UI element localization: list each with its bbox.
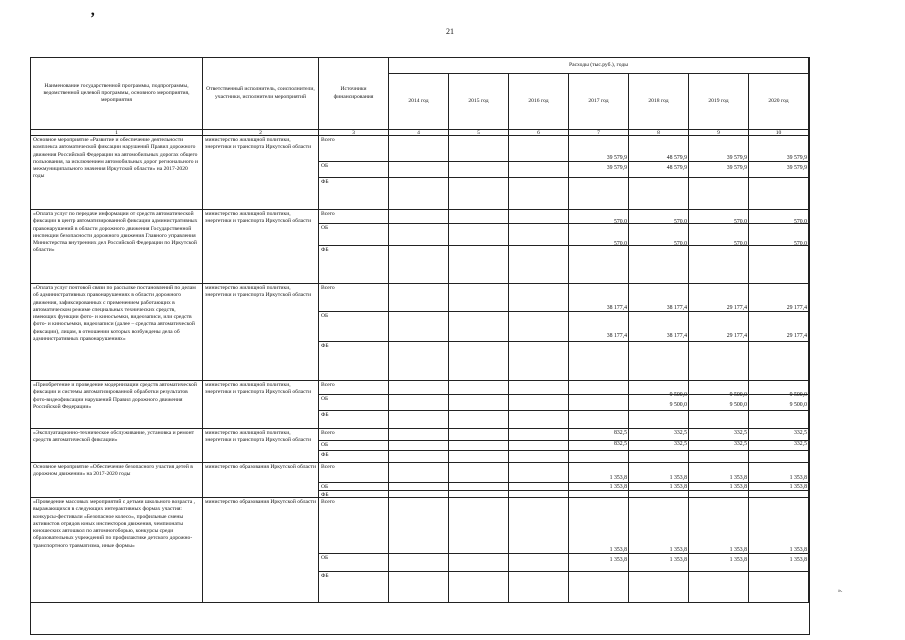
total-amount: 332,5 — [673, 430, 687, 436]
year-value-cell — [389, 491, 449, 498]
activity-name: «Эксплуатационно-техническое обслуживание, установка и ремонт средств автоматической фиксации» — [31, 429, 203, 463]
activity-name: «Проведение массовых мероприятий с детьми школьного возраста , выражающихся в следующих интерактивных формах участия: конкурсы-фестивали «Безопасное колесо», профильные смены активистов отрядов юных инспекторов движения, чемпионаты юношеских автошкол по автомногоборью, конкурсы среди образовательных учреждений по профилактике детского дорожно-транспортного травматизма, иные формы» — [31, 498, 203, 603]
year-value-cell — [389, 572, 449, 603]
year-value-cell — [749, 178, 809, 210]
year-value-cell — [449, 381, 509, 395]
year-value-cell — [569, 491, 629, 498]
total-amount: 38 177,4 — [666, 305, 687, 311]
regional-budget-amount: 39 579,9 — [606, 165, 627, 171]
column-number: 1 — [31, 130, 203, 136]
regional-budget-amount: 570,0 — [793, 241, 807, 247]
total-amount: 29 177,4 — [726, 305, 747, 311]
regional-budget-amount: 48 579,9 — [666, 165, 687, 171]
regional-budget-amount: 1 353,8 — [729, 484, 747, 490]
regional-budget-amount: 332,5 — [673, 441, 687, 447]
regional-budget-amount: 9 500,0 — [669, 402, 687, 408]
header-program-name: Наименование государственной программы, подпрограммы, ведомственной целевой программы, основного мероприятия, мероприятия — [31, 58, 203, 130]
year-value-cell — [389, 246, 449, 284]
year-value-cell — [449, 483, 509, 491]
total-amount: 570,0 — [733, 219, 747, 225]
year-value-cell — [449, 429, 509, 441]
regional-budget-amount: 38 177,4 — [666, 333, 687, 339]
year-value-cell — [449, 246, 509, 284]
year-value-cell — [629, 411, 689, 429]
year-value-cell — [509, 463, 569, 483]
total-amount: 1 353,8 — [729, 547, 747, 553]
year-value-cell — [449, 224, 509, 246]
year-value-cell — [749, 246, 809, 284]
funding-source: ОБ — [319, 162, 389, 178]
year-value-cell — [629, 491, 689, 498]
year-value-cell — [749, 411, 809, 429]
total-amount: 570,0 — [793, 219, 807, 225]
column-number: 7 — [569, 130, 629, 136]
year-value-cell — [749, 491, 809, 498]
column-number: 6 — [509, 130, 569, 136]
executor: министерство образования Иркутской области — [203, 463, 319, 498]
year-value-cell — [629, 342, 689, 381]
year-value-cell — [449, 411, 509, 429]
year-value-cell — [509, 429, 569, 441]
total-amount: 1 353,8 — [609, 547, 627, 553]
year-value-cell — [569, 395, 629, 411]
year-value-cell — [629, 572, 689, 603]
activity-name: Основное мероприятие «Обеспечение безопасного участия детей в дорожном движении» на 2017-2020 годы — [31, 463, 203, 498]
funding-source: ФБ — [319, 451, 389, 463]
funding-source: ФБ — [319, 246, 389, 284]
year-value-cell — [509, 312, 569, 342]
year-value-cell — [389, 136, 449, 162]
year-value-cell — [389, 178, 449, 210]
year-value-cell — [389, 483, 449, 491]
year-value-cell — [509, 162, 569, 178]
funding-source: ОБ — [319, 441, 389, 451]
column-number: 5 — [449, 130, 509, 136]
year-value-cell — [689, 342, 749, 381]
year-value-cell — [449, 210, 509, 224]
regional-budget-amount: 1 353,8 — [609, 484, 627, 490]
year-value-cell — [449, 463, 509, 483]
year-value-cell — [389, 411, 449, 429]
regional-budget-amount: 39 579,9 — [726, 165, 747, 171]
funding-source: ОБ — [319, 312, 389, 342]
year-value-cell — [569, 342, 629, 381]
executor: министерство жилищной политики, энергетики и транспорта Иркутской области — [203, 210, 319, 284]
regional-budget-amount: 1 353,8 — [609, 557, 627, 563]
year-value-cell — [389, 498, 449, 554]
column-number: 3 — [319, 130, 389, 136]
year-value-cell — [509, 284, 569, 312]
total-amount: 332,5 — [733, 430, 747, 436]
year-value-cell — [449, 136, 509, 162]
total-amount: 9 500,0 — [729, 392, 747, 398]
column-number: 2 — [203, 130, 319, 136]
header-expenses: Расходы (тыс.руб.), годы — [389, 58, 809, 74]
funding-source: Всего — [319, 136, 389, 162]
regional-budget-amount: 332,5 — [793, 441, 807, 447]
year-value-cell — [509, 554, 569, 572]
year-value-cell — [449, 342, 509, 381]
funding-source: Всего — [319, 498, 389, 554]
year-value-cell — [629, 246, 689, 284]
year-value-cell — [449, 162, 509, 178]
funding-source: Всего — [319, 429, 389, 441]
funding-source: ОБ — [319, 554, 389, 572]
total-amount: 39 579,9 — [726, 155, 747, 161]
total-amount: 832,5 — [613, 430, 627, 436]
year-value-cell — [509, 491, 569, 498]
funding-source: ФБ — [319, 411, 389, 429]
year-value-cell — [629, 178, 689, 210]
funding-source: ФБ — [319, 572, 389, 603]
year-value-cell — [389, 463, 449, 483]
total-amount: 9 500,0 — [669, 392, 687, 398]
executor: министерство жилищной политики, энергетики и транспорта Иркутской области — [203, 429, 319, 463]
year-value-cell — [569, 451, 629, 463]
funding-source: ОБ — [319, 395, 389, 411]
year-value-cell — [449, 498, 509, 554]
header-executor: Ответственный исполнитель, соисполнители, участники, исполнители мероприятий — [203, 58, 319, 130]
column-number: 9 — [689, 130, 749, 136]
header-sources: Источники финансирования — [319, 58, 389, 130]
year-value-cell — [389, 429, 449, 441]
year-value-cell — [509, 441, 569, 451]
total-amount: 570,0 — [673, 219, 687, 225]
regional-budget-amount: 570,0 — [613, 241, 627, 247]
column-number: 10 — [749, 130, 809, 136]
year-value-cell — [509, 572, 569, 603]
year-value-cell — [389, 342, 449, 381]
year-value-cell — [509, 395, 569, 411]
stray-mark: ’ — [90, 10, 96, 27]
regional-budget-amount: 1 353,8 — [669, 484, 687, 490]
page-number: 21 — [446, 27, 454, 36]
total-amount: 29 177,4 — [786, 305, 807, 311]
year-value-cell — [749, 572, 809, 603]
header-year: 2018 год — [629, 74, 689, 130]
year-value-cell — [449, 572, 509, 603]
year-value-cell — [569, 572, 629, 603]
year-value-cell — [569, 498, 629, 554]
year-value-cell — [389, 162, 449, 178]
funding-source: Всего — [319, 284, 389, 312]
year-value-cell — [689, 498, 749, 554]
year-value-cell — [509, 136, 569, 162]
year-value-cell — [449, 491, 509, 498]
regional-budget-amount: 832,5 — [613, 441, 627, 447]
regional-budget-amount: 1 353,8 — [729, 557, 747, 563]
regional-budget-amount: 1 353,8 — [789, 557, 807, 563]
regional-budget-amount: 570,0 — [673, 241, 687, 247]
year-value-cell — [509, 210, 569, 224]
funding-source: Всего — [319, 463, 389, 483]
year-value-cell — [689, 572, 749, 603]
funding-source: ФБ — [319, 178, 389, 210]
total-amount: 38 177,4 — [606, 305, 627, 311]
end-quote-mark: ». — [838, 588, 843, 594]
total-amount: 1 353,8 — [609, 475, 627, 481]
regional-budget-amount: 332,5 — [733, 441, 747, 447]
activity-name: «Оплата услуг по передаче информации от средств автоматической фиксации в центр автоматизированной фиксации административных правонарушений в области дорожного движения Государственной инспекции безопасности дорожного движения Главного управления Министерства внутренних дел Российской Федерации по Иркутской области» — [31, 210, 203, 284]
year-value-cell — [689, 246, 749, 284]
year-value-cell — [749, 498, 809, 554]
funding-source: Всего — [319, 210, 389, 224]
year-value-cell — [629, 451, 689, 463]
header-year: 2016 год — [509, 74, 569, 130]
year-value-cell — [569, 381, 629, 395]
funding-source: ФБ — [319, 491, 389, 498]
funding-source: ФБ — [319, 342, 389, 381]
year-value-cell — [449, 554, 509, 572]
total-amount: 39 579,9 — [606, 155, 627, 161]
year-value-cell — [509, 178, 569, 210]
year-value-cell — [449, 451, 509, 463]
year-value-cell — [509, 381, 569, 395]
regional-budget-amount: 570,0 — [733, 241, 747, 247]
year-value-cell — [509, 498, 569, 554]
year-value-cell — [689, 411, 749, 429]
year-value-cell — [689, 491, 749, 498]
regional-budget-amount: 38 177,4 — [606, 333, 627, 339]
year-value-cell — [629, 498, 689, 554]
total-amount: 1 353,8 — [789, 475, 807, 481]
header-year: 2019 год — [689, 74, 749, 130]
year-value-cell — [689, 178, 749, 210]
funding-source: ОБ — [319, 483, 389, 491]
year-value-cell — [389, 441, 449, 451]
year-value-cell — [389, 451, 449, 463]
total-amount: 9 500,0 — [789, 392, 807, 398]
regional-budget-amount: 39 579,9 — [786, 165, 807, 171]
year-value-cell — [389, 284, 449, 312]
funding-source: ОБ — [319, 224, 389, 246]
year-value-cell — [569, 411, 629, 429]
executor: министерство жилищной политики, энергетики и транспорта Иркутской области — [203, 136, 319, 210]
year-value-cell — [509, 224, 569, 246]
regional-budget-amount: 1 353,8 — [669, 557, 687, 563]
total-amount: 48 579,9 — [666, 155, 687, 161]
activity-name: Основное мероприятие «Развитие и обеспечение деятельности комплекса автоматической фиксации нарушений Правил дорожного движения Российской Федерации на автомобильных дорогах общего пользования, за исключением автомобильных дорог регионального и межмуниципального значения Иркутской области» на 2017-2020 годы — [31, 136, 203, 210]
regional-budget-amount: 29 177,4 — [726, 333, 747, 339]
year-value-cell — [389, 210, 449, 224]
year-value-cell — [449, 284, 509, 312]
total-amount: 39 579,9 — [786, 155, 807, 161]
year-value-cell — [389, 395, 449, 411]
regional-budget-amount: 1 353,8 — [789, 484, 807, 490]
total-amount: 1 353,8 — [789, 547, 807, 553]
regional-budget-amount: 29 177,4 — [786, 333, 807, 339]
year-value-cell — [449, 441, 509, 451]
total-amount: 570,0 — [613, 219, 627, 225]
column-number: 4 — [389, 130, 449, 136]
total-amount: 1 353,8 — [729, 475, 747, 481]
year-value-cell — [509, 342, 569, 381]
year-value-cell — [569, 246, 629, 284]
header-year: 2015 год — [449, 74, 509, 130]
year-value-cell — [509, 451, 569, 463]
year-value-cell — [449, 178, 509, 210]
year-value-cell — [749, 342, 809, 381]
budget-table — [30, 57, 810, 635]
year-value-cell — [389, 224, 449, 246]
regional-budget-amount: 9 500,0 — [729, 402, 747, 408]
total-amount: 332,5 — [793, 430, 807, 436]
header-year: 2020 год — [749, 74, 809, 130]
year-value-cell — [689, 451, 749, 463]
executor: министерство жилищной политики, энергетики и транспорта Иркутской области — [203, 284, 319, 381]
year-value-cell — [449, 312, 509, 342]
executor: министерство жилищной политики, энергетики и транспорта Иркутской области — [203, 381, 319, 429]
year-value-cell — [389, 381, 449, 395]
column-number: 8 — [629, 130, 689, 136]
year-value-cell — [509, 411, 569, 429]
executor: министерство образования Иркутской области — [203, 498, 319, 603]
year-value-cell — [449, 395, 509, 411]
total-amount: 1 353,8 — [669, 475, 687, 481]
activity-name: «Приобретение и проведение модернизации средств автоматической фиксации и системы автоматизированной обработки результатов фото-видеофиксации нарушений Правил дорожного движения Российской Федерации» — [31, 381, 203, 429]
regional-budget-amount: 9 500,0 — [789, 402, 807, 408]
year-value-cell — [389, 312, 449, 342]
year-value-cell — [749, 451, 809, 463]
year-value-cell — [569, 178, 629, 210]
activity-name: «Оплата услуг почтовой связи по рассылке постановлений по делам об административных правонарушениях в области дорожного движения, зафиксированных с применением работающих в автоматическом режиме специальных технических средств, имеющих функции фото- и киносъемки, видеозаписи, или средств фото- и киносъемки, видеозаписи (далее – средства автоматической фиксации), лицам, в отношении которых возбуждены дела об административных правонарушениях» — [31, 284, 203, 381]
year-value-cell — [509, 483, 569, 491]
year-value-cell — [509, 246, 569, 284]
total-amount: 1 353,8 — [669, 547, 687, 553]
header-year: 2017 год — [569, 74, 629, 130]
header-year: 2014 год — [389, 74, 449, 130]
funding-source: Всего — [319, 381, 389, 395]
year-value-cell — [389, 554, 449, 572]
